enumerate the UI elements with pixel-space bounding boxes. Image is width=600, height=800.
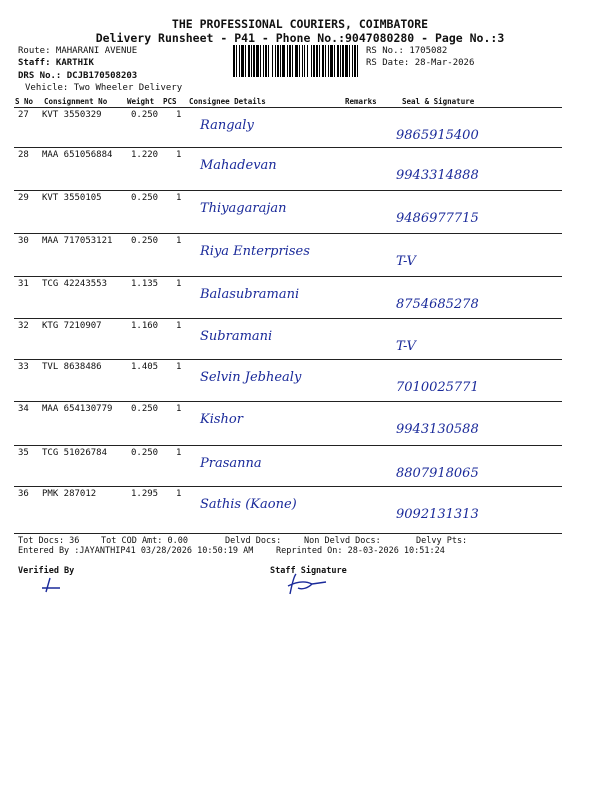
barcode-bar	[251, 45, 252, 77]
col-pcs: PCS	[163, 97, 177, 106]
row-pcs: 1	[176, 489, 182, 499]
runsheet-title: Delivery Runsheet - P41 - Phone No.:9047080280 - Page No.:3	[95, 31, 505, 45]
row-consignment-no: KTG 7210907	[42, 321, 102, 331]
row-divider	[14, 233, 562, 234]
barcode-bar	[277, 45, 279, 77]
row-signature-phone-handwritten: 9943314888	[396, 168, 479, 183]
row-consignment-no: TCG 51026784	[42, 448, 108, 458]
staff-signature-label: Staff Signature	[270, 566, 347, 576]
drs-label: DRS No.: DCJB170508203	[18, 71, 138, 81]
row-divider	[14, 147, 562, 148]
row-weight: 0.250	[131, 193, 159, 203]
row-sno: 31	[18, 279, 29, 289]
barcode-bar	[311, 45, 312, 77]
row-consignment-no: MAA 654130779	[42, 404, 113, 414]
row-signature-phone-handwritten: 9943130588	[396, 422, 479, 437]
row-consignee-handwritten: Riya Enterprises	[200, 244, 310, 259]
row-pcs: 1	[176, 404, 182, 414]
row-pcs: 1	[176, 150, 182, 160]
row-sno: 35	[18, 448, 29, 458]
row-pcs: 1	[176, 321, 182, 331]
row-sno: 33	[18, 362, 29, 372]
row-signature-phone-handwritten: 7010025771	[396, 380, 479, 395]
delivered-docs: Delvd Docs:	[225, 536, 282, 546]
col-weight: Weight	[127, 97, 155, 106]
staff-signature	[282, 570, 332, 598]
row-divider	[14, 445, 562, 446]
row-sno: 27	[18, 110, 29, 120]
barcode-bar	[325, 45, 326, 77]
staff-label: Staff: KARTHIK	[18, 58, 94, 68]
row-sno: 36	[18, 489, 29, 499]
non-delivered-docs: Non Delvd Docs:	[304, 536, 381, 546]
barcode-bar	[304, 45, 305, 77]
row-pcs: 1	[176, 110, 182, 120]
col-consignee: Consignee Details	[189, 97, 266, 106]
row-consignment-no: TCG 42243553	[42, 279, 108, 289]
barcode-bar	[260, 45, 261, 77]
barcode-bar	[352, 45, 353, 77]
col-seal: Seal & Signature	[402, 97, 475, 106]
col-sno: S No	[15, 97, 34, 106]
row-signature-phone-handwritten: 8754685278	[396, 297, 479, 312]
barcode-bar	[272, 45, 273, 77]
barcode-bar	[354, 45, 356, 77]
row-divider	[14, 401, 562, 402]
barcode-bar	[236, 45, 237, 77]
barcode-bar	[342, 45, 344, 77]
footer-divider	[14, 533, 562, 534]
row-weight: 1.135	[131, 279, 159, 289]
row-pcs: 1	[176, 362, 182, 372]
rs-number: RS No.: 1705082	[366, 46, 448, 56]
reprinted-on: Reprinted On: 28-03-2026 10:51:24	[276, 546, 445, 556]
row-divider	[14, 486, 562, 487]
row-consignee-handwritten: Prasanna	[200, 456, 262, 471]
vehicle-label: Vehicle: Two Wheeler Delivery	[25, 83, 183, 93]
barcode-bar	[307, 45, 308, 77]
row-signature-phone-handwritten: 9092131313	[396, 507, 479, 522]
row-pcs: 1	[176, 279, 182, 289]
row-weight: 0.250	[131, 236, 159, 246]
col-consignment: Consignment No	[44, 97, 108, 106]
row-weight: 0.250	[131, 404, 159, 414]
col-remarks: Remarks	[345, 97, 377, 106]
barcode-bar	[302, 45, 303, 77]
barcode-bar	[313, 45, 315, 77]
row-pcs: 1	[176, 448, 182, 458]
barcode-bar	[349, 45, 350, 77]
row-signature-phone-handwritten: 8807918065	[396, 466, 479, 481]
row-sno: 34	[18, 404, 29, 414]
row-signature-phone-handwritten: T-V	[396, 254, 416, 269]
row-consignee-handwritten: Thiyagarajan	[200, 201, 287, 216]
company-title: THE PROFESSIONAL COURIERS, COIMBATORE	[171, 17, 429, 31]
row-signature-phone-handwritten: T-V	[396, 339, 416, 354]
rs-date: RS Date: 28-Mar-2026	[366, 58, 475, 68]
row-weight: 1.160	[131, 321, 159, 331]
total-cod-amount: Tot COD Amt: 0.00	[101, 536, 188, 546]
row-consignee-handwritten: Sathis (Kaone)	[200, 497, 297, 512]
row-signature-phone-handwritten: 9486977715	[396, 211, 479, 226]
row-weight: 1.220	[131, 150, 159, 160]
header-divider	[14, 107, 562, 108]
row-weight: 0.250	[131, 110, 159, 120]
barcode-bar	[263, 45, 264, 77]
row-weight: 1.295	[131, 489, 159, 499]
row-consignee-handwritten: Selvin Jebhealy	[200, 370, 302, 385]
barcode-bar	[328, 45, 329, 77]
delivery-points: Delvy Pts:	[416, 536, 468, 546]
barcode-bar	[245, 45, 246, 77]
row-consignment-no: TVL 8638486	[42, 362, 102, 372]
total-docs: Tot Docs: 36	[18, 536, 80, 546]
barcode-bar	[239, 45, 240, 77]
barcode-bar	[340, 45, 341, 77]
row-consignee-handwritten: Kishor	[200, 412, 243, 427]
route-label: Route: MAHARANI AVENUE	[18, 46, 138, 56]
barcode-bar	[282, 45, 285, 77]
barcode-bar	[256, 45, 259, 77]
row-weight: 1.405	[131, 362, 159, 372]
entered-by: Entered By :JAYANTHIP41 03/28/2026 10:50:19 AM	[18, 546, 254, 556]
row-consignee-handwritten: Mahadevan	[200, 158, 277, 173]
barcode-bar	[345, 45, 348, 77]
barcode-bar	[295, 45, 298, 77]
row-pcs: 1	[176, 193, 182, 203]
row-divider	[14, 318, 562, 319]
barcode-bar	[299, 45, 300, 77]
row-consignment-no: KVT 3550105	[42, 193, 102, 203]
barcode-bar	[287, 45, 288, 77]
barcode-bar	[330, 45, 333, 77]
barcode-image	[233, 45, 360, 77]
verified-by-label: Verified By	[18, 566, 75, 576]
barcode-bar	[253, 45, 255, 77]
row-consignment-no: MAA 717053121	[42, 236, 113, 246]
row-sno: 32	[18, 321, 29, 331]
row-sno: 29	[18, 193, 29, 203]
row-consignee-handwritten: Subramani	[200, 329, 273, 344]
barcode-bar	[316, 45, 318, 77]
verified-signature	[36, 574, 66, 596]
barcode-bar	[322, 45, 324, 77]
barcode-bar	[241, 45, 244, 77]
row-weight: 0.250	[131, 448, 159, 458]
barcode-bar	[319, 45, 320, 77]
barcode-bar	[275, 45, 276, 77]
barcode-bar	[357, 45, 358, 77]
row-divider	[14, 359, 562, 360]
row-sno: 30	[18, 236, 29, 246]
barcode-bar	[268, 45, 269, 77]
row-pcs: 1	[176, 236, 182, 246]
row-consignment-no: KVT 3550329	[42, 110, 102, 120]
row-divider	[14, 276, 562, 277]
row-sno: 28	[18, 150, 29, 160]
row-consignee-handwritten: Rangaly	[200, 118, 254, 133]
barcode-bar	[265, 45, 267, 77]
row-consignment-no: MAA 651056884	[42, 150, 113, 160]
row-consignment-no: PMK 287012	[42, 489, 97, 499]
barcode-bar	[280, 45, 281, 77]
barcode-bar	[289, 45, 291, 77]
barcode-bar	[233, 45, 235, 77]
barcode-bar	[334, 45, 335, 77]
row-divider	[14, 190, 562, 191]
barcode-bar	[337, 45, 339, 77]
row-signature-phone-handwritten: 9865915400	[396, 128, 479, 143]
barcode-bar	[248, 45, 250, 77]
barcode-bar	[292, 45, 293, 77]
row-consignee-handwritten: Balasubramani	[200, 287, 300, 302]
